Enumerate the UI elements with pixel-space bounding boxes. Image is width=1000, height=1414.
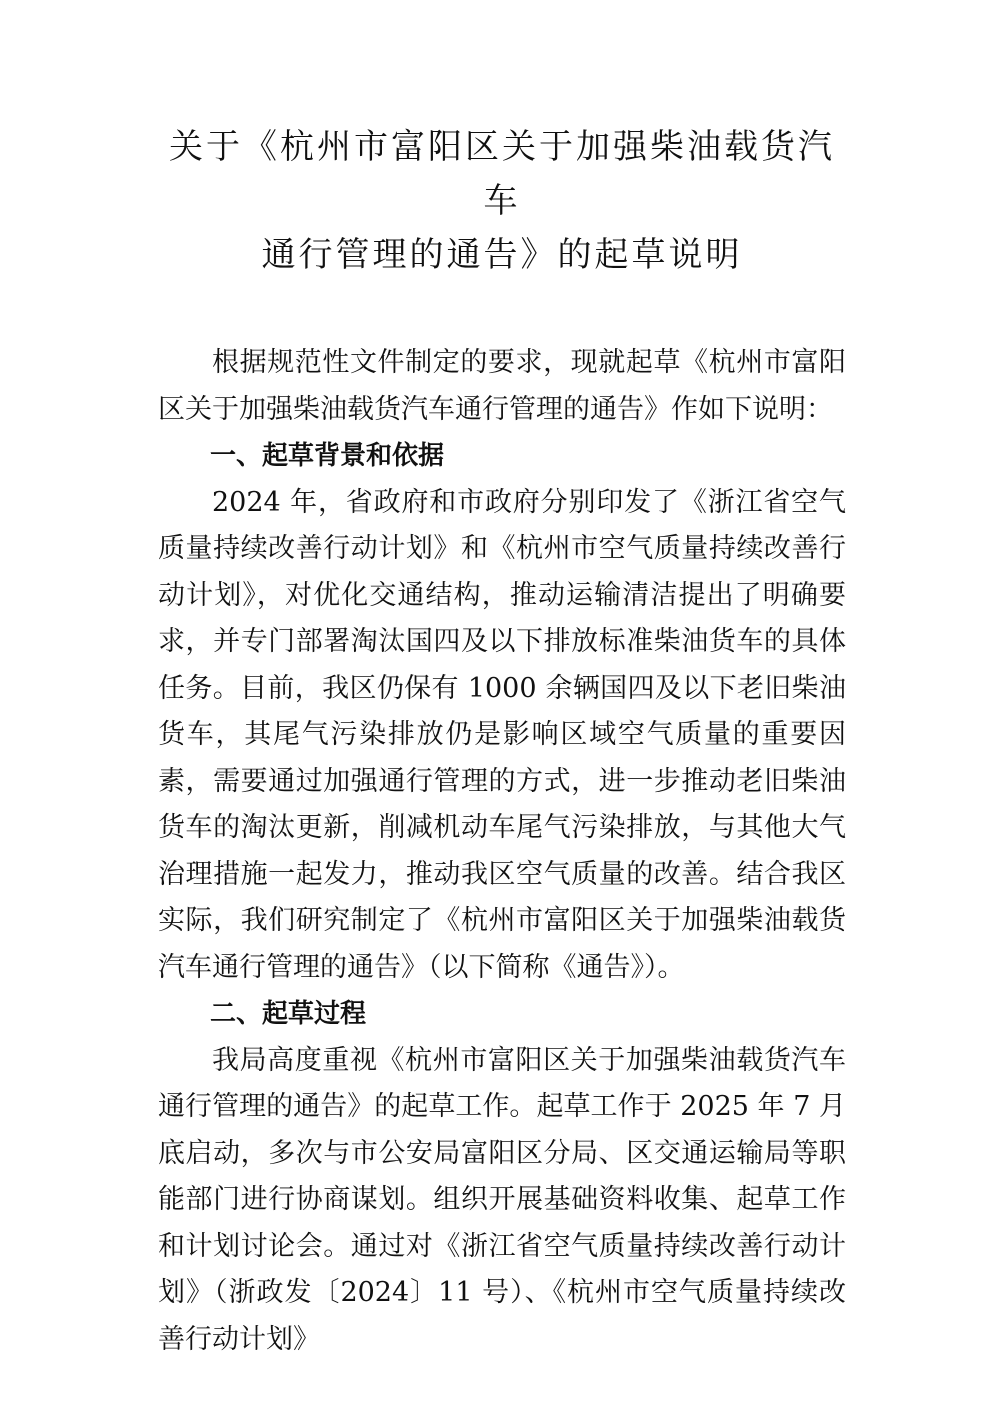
section-2-paragraph: 我局高度重视《杭州市富阳区关于加强柴油载货汽车通行管理的通告》的起草工作。起草工作于 2025 年 7 月底启动，多次与市公安局富阳区分局、区交通运输局等职能部门进行协商谋划。组织开展基础资料收集、起草工作和计划讨论会。通过对《浙江省空气质量持续改善行动计划》（浙政发〔2024〕11 号）、《杭州市空气质量持续改善行动计划》 [158, 1044, 846, 1355]
section-1-paragraph: 2024 年，省政府和市政府分别印发了《浙江省空气质量持续改善行动计划》和《杭州市空气质量持续改善行动计划》，对优化交通结构，推动运输清洁提出了明确要求，并专门部署淘汰国四及以下排放标准柴油货车的具体任务。目前，我区仍保有 1000 余辆国四及以下老旧柴油货车，其尾气污染排放仍是影响区域空气质量的重要因素，需要通过加强通行管理的方式，进一步推动老旧柴油货车的淘汰更新，削减机动车尾气污染排放，与其他大气治理措施一起发力，推动我区空气质量的改善。结合我区实际，我们研究制定了《杭州市富阳区关于加强柴油载货汽车通行管理的通告》（以下简称《通告》）。 [158, 486, 846, 983]
title-line-2: 通行管理的通告》的起草说明 [261, 235, 743, 275]
document-title [152, 120, 852, 282]
document-page [158, 120, 846, 1363]
title-line-1: 关于《杭州市富阳区关于加强柴油载货汽车 [169, 127, 835, 221]
section-1-heading: 一、起草背景和依据 [210, 441, 445, 471]
intro-paragraph: 根据规范性文件制定的要求，现就起草《杭州市富阳区关于加强柴油载货汽车通行管理的通告》作如下说明： [158, 347, 846, 425]
section-2-heading: 二、起草过程 [210, 999, 367, 1029]
document-body [158, 340, 846, 1363]
